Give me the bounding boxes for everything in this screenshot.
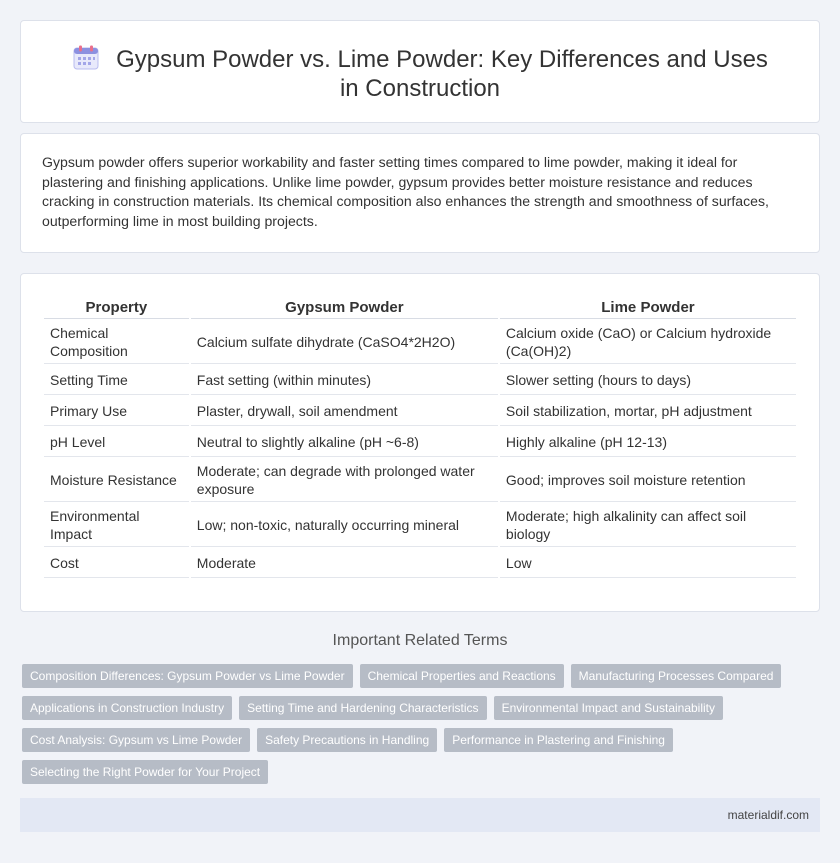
property-cell: Moisture Resistance	[44, 459, 189, 502]
gypsum-cell: Calcium sulfate dihydrate (CaSO4*2H2O)	[191, 321, 498, 364]
table-row	[44, 549, 796, 578]
table-row	[44, 397, 796, 426]
intro-paragraph: Gypsum powder offers superior workability and faster setting times compared to lime powder, making it ideal for plastering and finishing applications. Unlike lime powder, gypsum provides better moisture resistance and reduces cracking in construction materials. Its chemical composition also enhances the strength and smoothness of surfaces, outperforming lime in most building projects.	[42, 154, 769, 229]
gypsum-cell: Fast setting (within minutes)	[191, 366, 498, 395]
related-term-tag[interactable]: Safety Precautions in Handling	[257, 728, 437, 752]
related-term-tag[interactable]: Manufacturing Processes Compared	[571, 664, 782, 688]
gypsum-cell: Neutral to slightly alkaline (pH ~6-8)	[191, 428, 498, 457]
lime-cell: Calcium oxide (CaO) or Calcium hydroxide (Ca(OH)2)	[500, 321, 796, 364]
table-header-row	[44, 297, 796, 319]
lime-cell: Soil stabilization, mortar, pH adjustment	[500, 397, 796, 426]
intro-card	[20, 133, 820, 253]
table-row	[44, 428, 796, 457]
table-row	[44, 504, 796, 547]
page-title-text: Gypsum Powder vs. Lime Powder: Key Differences and Uses in Construction	[116, 46, 768, 102]
property-cell: Setting Time	[44, 366, 189, 395]
lime-cell: Slower setting (hours to days)	[500, 366, 796, 395]
comparison-table-card	[20, 273, 820, 612]
related-term-tag[interactable]: Chemical Properties and Reactions	[360, 664, 564, 688]
footer-bar	[20, 798, 820, 832]
related-terms-heading: Important Related Terms	[332, 632, 508, 649]
table-row	[44, 459, 796, 502]
property-cell: pH Level	[44, 428, 189, 457]
related-term-tag[interactable]: Setting Time and Hardening Characteristics	[239, 696, 486, 720]
property-cell: Cost	[44, 549, 189, 578]
related-term-tag[interactable]: Environmental Impact and Sustainability	[494, 696, 723, 720]
table-row	[44, 366, 796, 395]
lime-cell: Low	[500, 549, 796, 578]
gypsum-cell: Moderate; can degrade with prolonged water exposure	[191, 459, 498, 502]
related-term-tag[interactable]: Performance in Plastering and Finishing	[444, 728, 673, 752]
calendar-icon	[72, 45, 100, 71]
related-term-tag[interactable]: Selecting the Right Powder for Your Project	[22, 760, 268, 784]
header-card	[20, 20, 820, 123]
gypsum-cell: Plaster, drywall, soil amendment	[191, 397, 498, 426]
comparison-table	[42, 295, 798, 580]
related-terms-list	[22, 664, 812, 792]
property-cell: Environmental Impact	[44, 504, 189, 547]
footer-site-link[interactable]: materialdif.com	[727, 808, 809, 822]
header-gypsum: Gypsum Powder	[191, 297, 498, 319]
header-property: Property	[44, 297, 189, 319]
page-title	[61, 45, 779, 103]
lime-cell: Moderate; high alkalinity can affect soil biology	[500, 504, 796, 547]
header-lime: Lime Powder	[500, 297, 796, 319]
gypsum-cell: Low; non-toxic, naturally occurring mineral	[191, 504, 498, 547]
related-term-tag[interactable]: Applications in Construction Industry	[22, 696, 232, 720]
related-term-tag[interactable]: Composition Differences: Gypsum Powder vs Lime Powder	[22, 664, 353, 688]
related-term-tag[interactable]: Cost Analysis: Gypsum vs Lime Powder	[22, 728, 250, 752]
lime-cell: Good; improves soil moisture retention	[500, 459, 796, 502]
property-cell: Primary Use	[44, 397, 189, 426]
table-row	[44, 321, 796, 364]
lime-cell: Highly alkaline (pH 12-13)	[500, 428, 796, 457]
property-cell: Chemical Composition	[44, 321, 189, 364]
gypsum-cell: Moderate	[191, 549, 498, 578]
